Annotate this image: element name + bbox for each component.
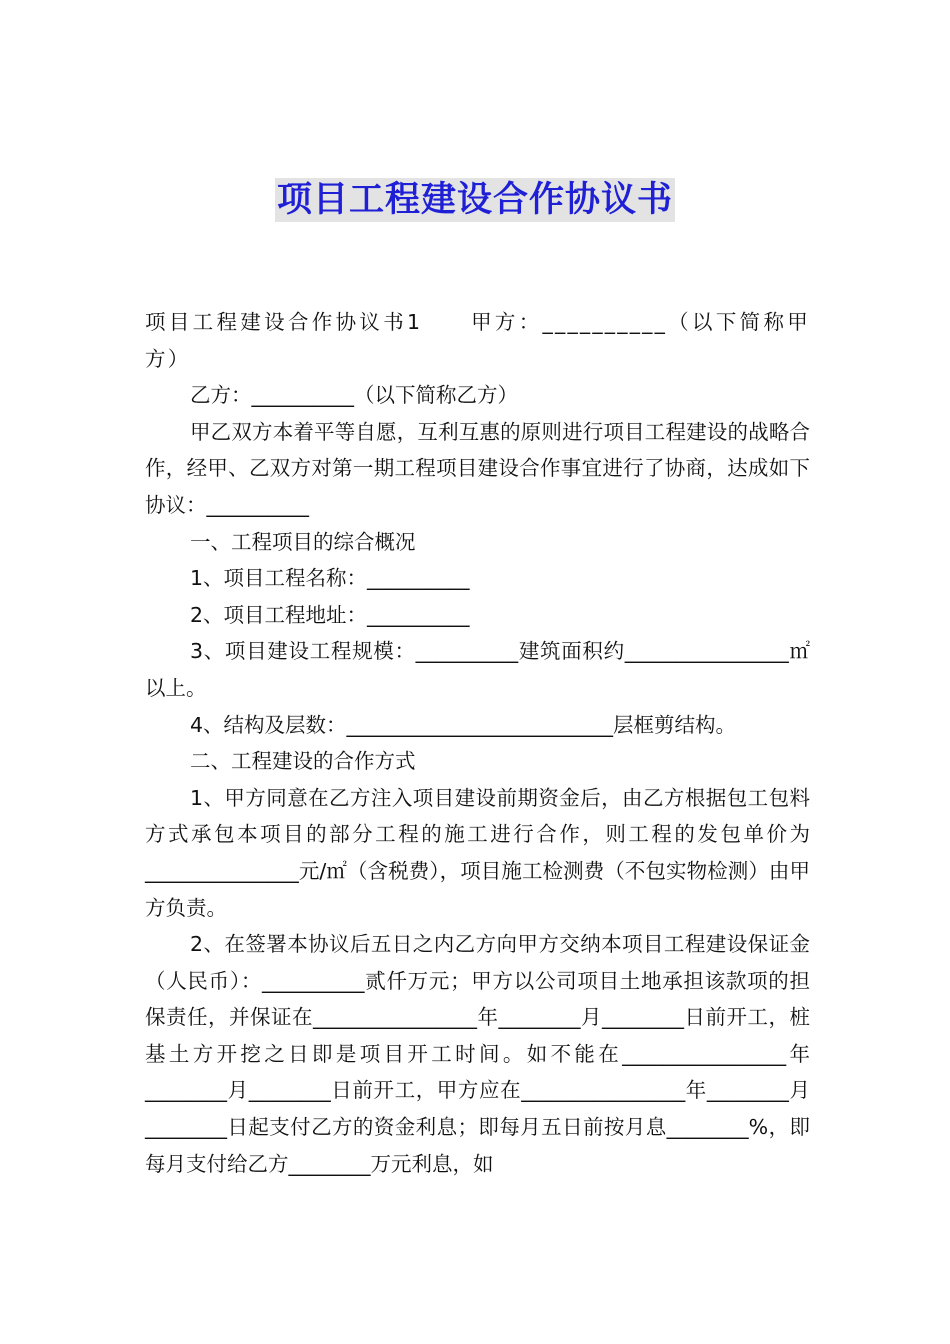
section-heading-overview: 一、工程项目的综合概况	[190, 529, 416, 554]
clause-structure-floors: 4、结构及层数：__________________________层框剪结构。	[190, 712, 737, 737]
document-title: 项目工程建设合作协议书	[276, 180, 673, 220]
clause-project-scale: 3、项目建设工程规模：__________建筑面积约________________㎡以上。	[145, 639, 810, 700]
paragraph-parties-b: 乙方：__________（以下简称乙方）	[190, 383, 518, 408]
section-heading-cooperation: 二、工程建设的合作方式	[190, 749, 416, 774]
paragraph-preamble: 甲乙双方本着平等自愿，互利互惠的原则进行项目工程建设的战略合作，经甲、乙双方对第一期工程项目建设合作事宜进行了协商，达成如下协议：__________	[145, 419, 810, 517]
clause-cooperation-1: 1、甲方同意在乙方注入项目建设前期资金后，由乙方根据包工包料方式承包本项目的部分工程的施工进行合作，则工程的发包单价为_______________元/㎡（含税费），项目施工检测费（不包实物检测）由甲方负责。	[145, 785, 810, 920]
clause-project-address: 2、项目工程地址：__________	[190, 602, 470, 627]
clause-project-name: 1、项目工程名称：__________	[190, 566, 470, 591]
clause-cooperation-2: 2、在签署本协议后五日之内乙方向甲方交纳本项目工程建设保证金（人民币）：__________贰仟万元；甲方以公司项目土地承担该款项的担保责任，并保证在________________年________月________日前开工，桩基土方开挖之日即是项目开工时间。如不能在________________年________月________日前开工，甲方应在________________年________月________日起支付乙方的资金利息；即每月五日前按月息________%，即每月支付给乙方________万元利息，如	[145, 932, 810, 1176]
document-body	[145, 304, 810, 1182]
paragraph-parties-a: 项目工程建设合作协议书1 甲方：__________（以下简称甲方）	[145, 310, 810, 371]
title-container	[0, 178, 950, 222]
